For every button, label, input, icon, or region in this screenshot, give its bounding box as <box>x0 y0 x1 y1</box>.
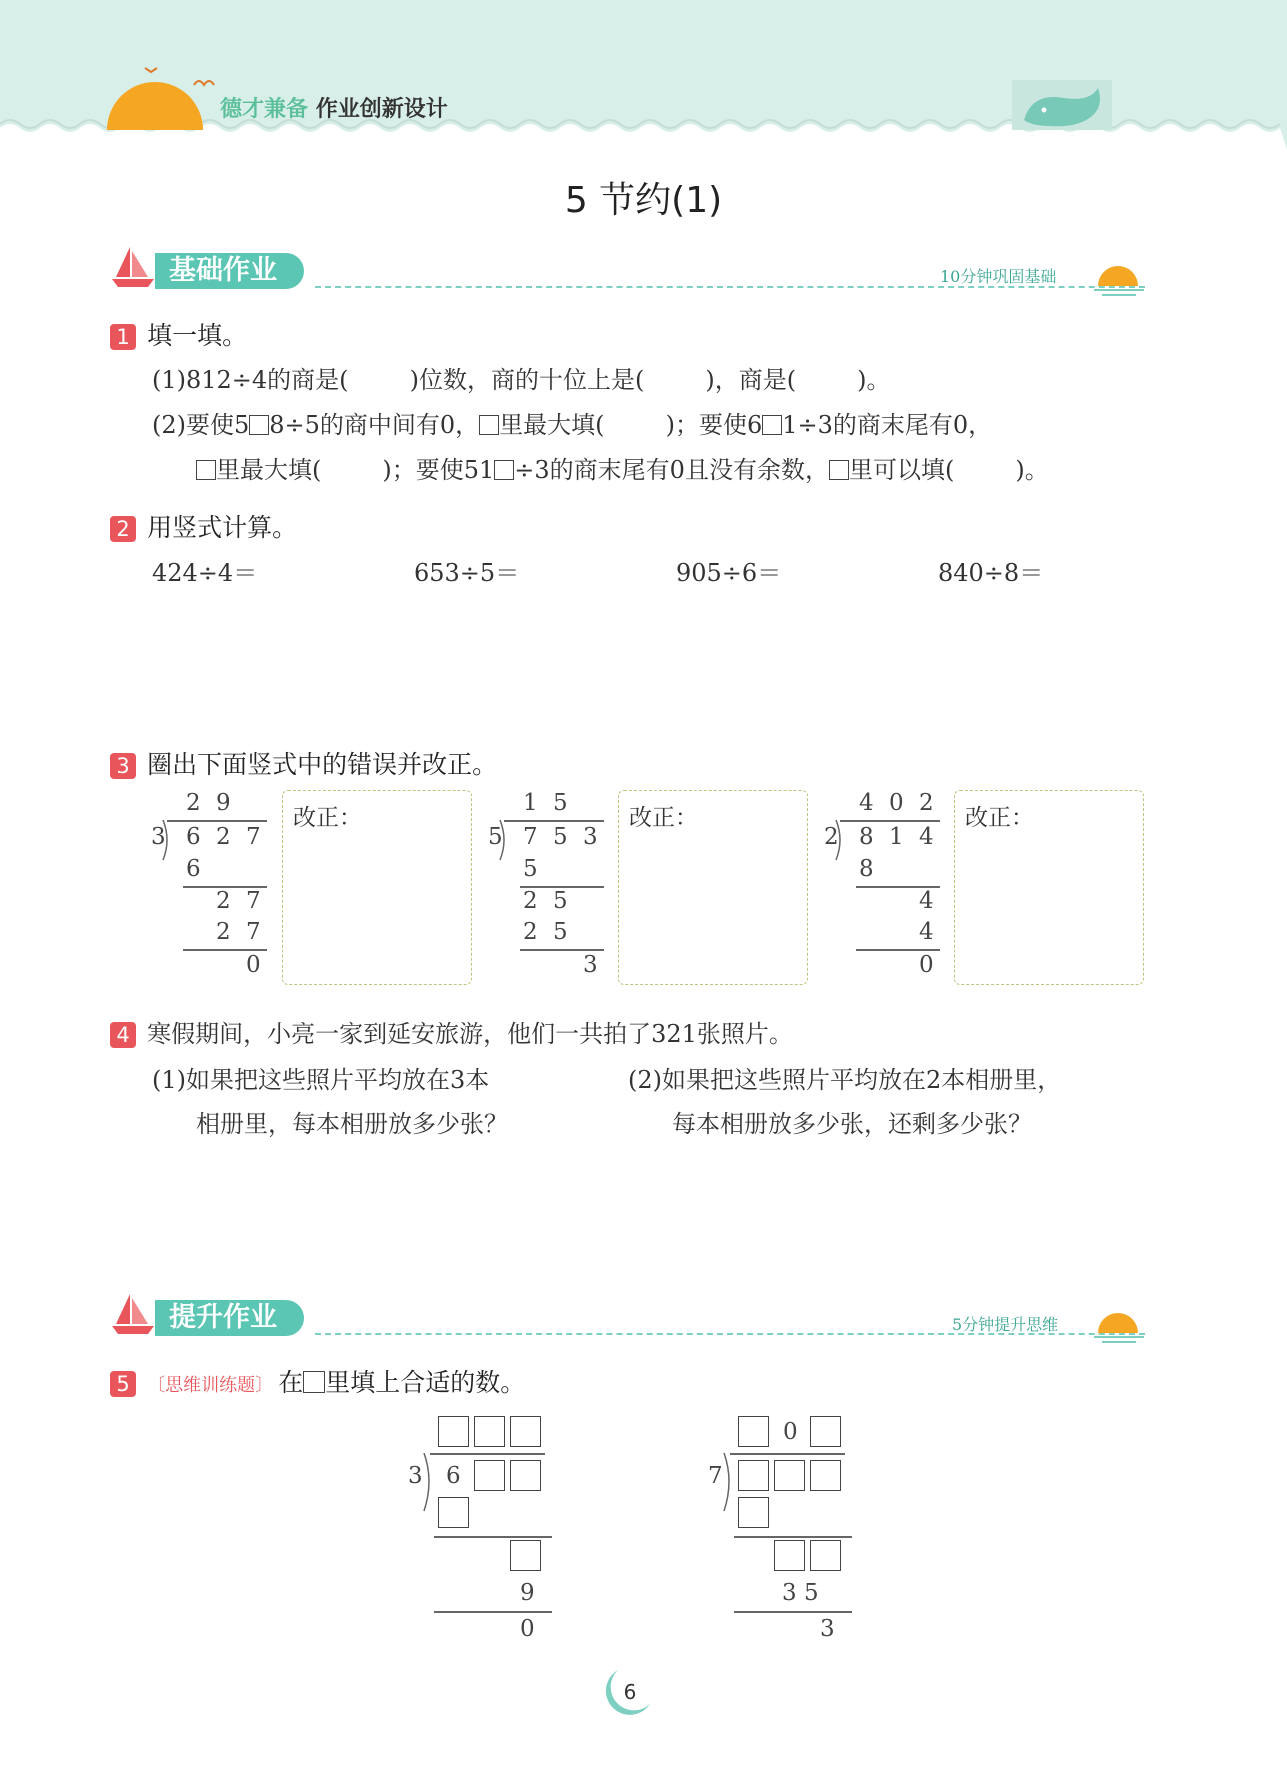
dividend-digit: 5 <box>553 824 568 850</box>
quotient-digit: 2 <box>919 790 934 816</box>
page-header <box>0 0 1287 150</box>
fill-box[interactable] <box>774 1460 805 1491</box>
q1 <box>110 316 247 352</box>
fill-box[interactable] <box>474 1416 505 1447</box>
q3-title: 圈出下面竖式中的错误并改正。 <box>147 750 498 779</box>
remainder: 0 <box>246 952 261 978</box>
q4-part1-b: 相册里，每本相册放多少张？ <box>196 1110 508 1138</box>
step-value: 8 <box>859 856 874 882</box>
remainder: 3 <box>820 1616 835 1642</box>
step-value: 4 <box>919 888 934 914</box>
divisor: 2 <box>824 824 839 850</box>
q2-number: 2 <box>110 516 136 542</box>
page-title: 5 节约(1) <box>564 180 723 221</box>
dividend-digit: 6 <box>446 1463 461 1489</box>
divisor: 3 <box>151 824 166 850</box>
small-sun-icon <box>1092 1305 1148 1347</box>
q1-line2-d: 1÷3的商末尾有0， <box>782 411 993 439</box>
q2-item-1: 424÷4＝ <box>152 559 258 587</box>
section-basic-label: 基础作业 <box>155 253 304 289</box>
q1-line3 <box>196 450 1049 485</box>
answer-box[interactable] <box>196 460 216 480</box>
puzzle-division-b <box>700 1410 860 1650</box>
step-value: 2 <box>523 919 538 945</box>
q5-title-b: 里填上合适的数。 <box>325 1368 526 1397</box>
quotient-digit: 0 <box>783 1419 798 1445</box>
q2-item-4: 840÷8＝ <box>938 559 1044 587</box>
dividend-digit: 1 <box>889 824 904 850</box>
step-value: 5 <box>523 856 538 882</box>
correction-box[interactable] <box>282 790 472 985</box>
section-advanced-label: 提升作业 <box>155 1300 304 1336</box>
q4-title: 寒假期间，小亮一家到延安旅游，他们一共拍了321张照片。 <box>147 1020 793 1048</box>
dividend-digit: 2 <box>216 824 231 850</box>
sailboat-icon <box>110 245 158 289</box>
correction-box[interactable] <box>618 790 808 985</box>
step-value: 2 <box>216 919 231 945</box>
q1-line3-b: ÷3的商末尾有0且没有余数， <box>514 456 829 484</box>
brand-part-a: 德才兼备 <box>220 97 309 122</box>
answer-box[interactable] <box>479 415 499 435</box>
divisor: 5 <box>488 824 503 850</box>
fill-box[interactable] <box>810 1460 841 1491</box>
remainder: 0 <box>919 952 934 978</box>
division-1 <box>145 786 275 986</box>
dividend-digit: 4 <box>919 824 934 850</box>
q4 <box>110 1014 793 1049</box>
quotient-digit: 0 <box>889 790 904 816</box>
q1-line2-c: 里最大填( )；要使6 <box>499 411 763 439</box>
dividend-digit: 7 <box>246 824 261 850</box>
fill-box[interactable] <box>474 1460 505 1491</box>
q4-number: 4 <box>110 1022 136 1048</box>
quotient-digit: 5 <box>553 790 568 816</box>
quotient-digit: 9 <box>216 790 231 816</box>
answer-box[interactable] <box>829 460 849 480</box>
divisor: 3 <box>408 1463 423 1489</box>
sailboat-icon <box>110 1292 158 1336</box>
q4-part1-a: (1)如果把这些照片平均放在3本 <box>152 1066 490 1094</box>
step-value: 6 <box>186 856 201 882</box>
quotient-digit: 1 <box>523 790 538 816</box>
fill-box[interactable] <box>510 1540 541 1571</box>
correction-label: 改正： <box>965 805 1034 831</box>
q4-part2-b: 每本相册放多少张，还剩多少张？ <box>672 1110 1032 1138</box>
q1-title: 填一填。 <box>147 321 248 350</box>
correction-label: 改正： <box>293 805 362 831</box>
fill-box[interactable] <box>738 1497 769 1528</box>
fill-box[interactable] <box>810 1416 841 1447</box>
step-value: 4 <box>919 919 934 945</box>
step-value: 2 <box>216 888 231 914</box>
q1-line1: (1)812÷4的商是( )位数，商的十位上是( )，商是( )。 <box>152 366 891 394</box>
quotient-digit: 2 <box>186 790 201 816</box>
q1-line2-a: (2)要使5 <box>152 411 250 439</box>
fill-box[interactable] <box>738 1460 769 1491</box>
q5 <box>110 1363 525 1399</box>
fill-box[interactable] <box>510 1460 541 1491</box>
fill-box[interactable] <box>438 1497 469 1528</box>
fill-box[interactable] <box>510 1416 541 1447</box>
quotient-digit: 4 <box>859 790 874 816</box>
q1-line2 <box>152 405 992 440</box>
fill-box[interactable] <box>810 1540 841 1571</box>
dividend-digit: 7 <box>523 824 538 850</box>
step-value: 2 <box>523 888 538 914</box>
q1-number: 1 <box>110 324 136 350</box>
correction-label: 改正： <box>629 805 698 831</box>
step-value: 9 <box>520 1580 535 1606</box>
divisor: 7 <box>708 1463 723 1489</box>
sun-icon <box>105 62 205 132</box>
q5-tag: 〔思维训练题〕 <box>147 1375 274 1396</box>
section-advanced-tag: 5分钟提升思维 <box>952 1315 1059 1334</box>
dividend-digit: 6 <box>186 824 201 850</box>
q2-item-2: 653÷5＝ <box>414 559 520 587</box>
q5-number: 5 <box>110 1371 136 1397</box>
answer-box[interactable] <box>762 415 782 435</box>
q1-line3-c: 里可以填( )。 <box>848 456 1049 484</box>
step-value: 7 <box>246 919 261 945</box>
fill-box[interactable] <box>774 1540 805 1571</box>
answer-box[interactable] <box>494 460 514 480</box>
fill-box[interactable] <box>438 1416 469 1447</box>
q2 <box>110 508 297 544</box>
remainder: 0 <box>520 1616 535 1642</box>
puzzle-division-a <box>400 1410 560 1650</box>
small-sun-icon <box>1092 258 1148 300</box>
q3-number: 3 <box>110 753 136 779</box>
whale-icon <box>1012 76 1112 130</box>
q1-line3-a: 里最大填( )；要使51 <box>216 456 495 484</box>
step-value: 5 <box>553 919 568 945</box>
q1-line2-b: 8÷5的商中间有0， <box>269 411 480 439</box>
answer-box[interactable] <box>249 415 269 435</box>
brand-part-b: 作业创新设计 <box>315 97 448 122</box>
q2-item-3: 905÷6＝ <box>676 559 782 587</box>
page-number: 6 <box>623 1680 637 1704</box>
dividend-digit: 8 <box>859 824 874 850</box>
correction-box[interactable] <box>954 790 1144 985</box>
header-brand <box>220 92 448 123</box>
q5-title-a: 在 <box>278 1368 304 1397</box>
remainder: 3 <box>583 952 598 978</box>
step-value: 3 5 <box>782 1580 819 1606</box>
bird-icon <box>192 75 216 89</box>
division-2 <box>482 786 612 986</box>
section-basic-tag: 10分钟巩固基础 <box>940 267 1057 286</box>
q2-title: 用竖式计算。 <box>147 513 298 542</box>
dividend-digit: 3 <box>583 824 598 850</box>
q3 <box>110 745 497 781</box>
fill-box[interactable] <box>738 1416 769 1447</box>
q4-part2-a: (2)如果把这些照片平均放在2本相册里， <box>628 1066 1062 1094</box>
square-symbol <box>303 1371 325 1393</box>
division-3 <box>818 786 948 986</box>
step-value: 5 <box>553 888 568 914</box>
step-value: 7 <box>246 888 261 914</box>
